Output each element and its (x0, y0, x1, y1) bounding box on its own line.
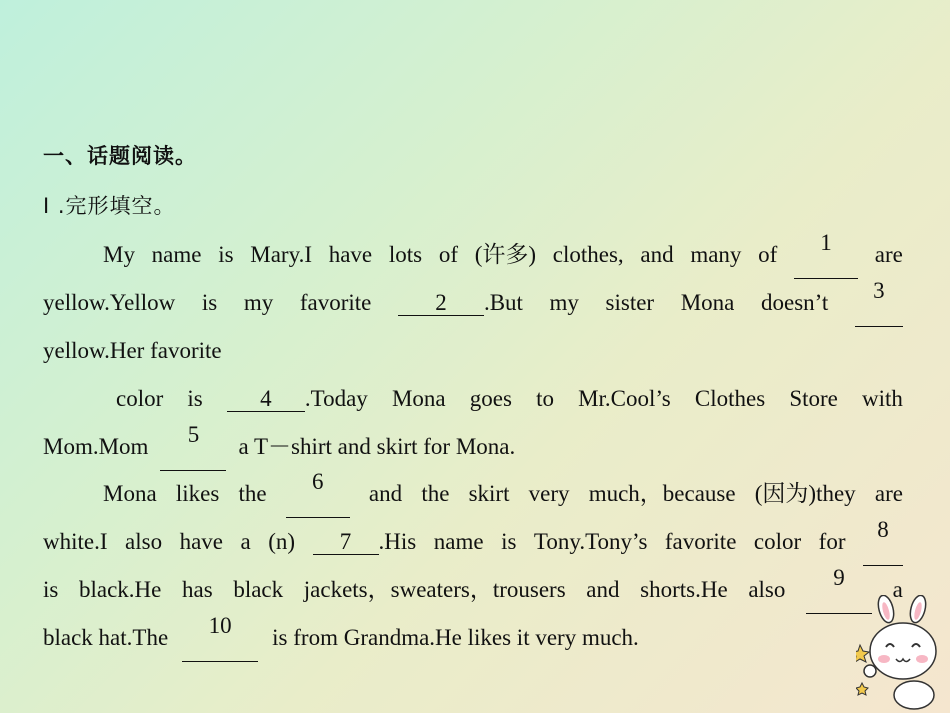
word: color (116, 386, 164, 411)
blank-5[interactable]: 5 (160, 423, 226, 471)
word: and (586, 577, 620, 602)
word: Store (789, 386, 838, 411)
text: a T－shirt and skirt for Mona. (238, 434, 516, 459)
word: goes (469, 386, 512, 411)
word: color (753, 529, 802, 554)
word: skirt (468, 481, 510, 506)
word: also (125, 529, 163, 554)
para1-line-5 (43, 423, 903, 471)
blank-8[interactable]: 8 (863, 518, 903, 566)
word: doesn’t (761, 290, 829, 315)
blank-7[interactable]: 7 (313, 530, 379, 555)
bunny-mascot-icon (856, 595, 950, 713)
word: also (748, 577, 786, 602)
word: name (151, 242, 202, 267)
word: to (536, 386, 554, 411)
word: Tony.Tony’s (533, 529, 648, 554)
para2-line-3 (43, 566, 903, 614)
word: shorts.He (640, 577, 728, 602)
word: many (690, 242, 742, 267)
word: the (238, 481, 267, 506)
word: (n) (268, 529, 296, 554)
paragraph-1 (43, 231, 903, 471)
word: my (243, 290, 274, 315)
para1-line-4 (43, 375, 903, 423)
word: Mona (391, 386, 446, 411)
word: clothes, (552, 242, 624, 267)
word: for (818, 529, 846, 554)
word: .But (483, 290, 523, 315)
word: are (874, 242, 903, 267)
word: jackets，sweaters，trousers (303, 577, 566, 602)
blank-2-group (398, 279, 523, 327)
blank-7-group (313, 518, 417, 566)
word: (许多) (474, 242, 537, 267)
para2-line-1 (43, 470, 903, 518)
word: lots (388, 242, 423, 267)
para2-line-2 (43, 518, 903, 566)
blank-4-group (227, 375, 368, 423)
word: is (201, 290, 218, 315)
word: .Today (304, 386, 368, 411)
word: Mr.Cool’s (578, 386, 671, 411)
word: My (103, 242, 135, 267)
word: yellow.Yellow (43, 290, 176, 315)
blank-3[interactable]: 3 (855, 279, 903, 327)
word: (因为)they (754, 481, 856, 506)
paragraph-2 (43, 470, 903, 662)
word: of (438, 242, 458, 267)
word: very (528, 481, 570, 506)
section-heading: 一、话题阅读。 (43, 144, 197, 168)
word: a (892, 577, 903, 602)
word: the (421, 481, 450, 506)
word: favorite (299, 290, 372, 315)
word: name (433, 529, 484, 554)
word: have (328, 242, 373, 267)
para1-line-1 (43, 231, 903, 279)
word: black hat.The (43, 625, 169, 650)
word: are (874, 481, 903, 506)
para1-line-3 (43, 327, 903, 375)
word: sister (605, 290, 655, 315)
word: favorite (664, 529, 737, 554)
word: Mona (103, 481, 157, 506)
blank-6[interactable]: 6 (286, 470, 350, 518)
word: with (862, 386, 903, 411)
word: black.He (78, 577, 162, 602)
word: much，because (588, 481, 736, 506)
word: Mom.Mom (43, 434, 149, 459)
word: likes (175, 481, 220, 506)
word: is (43, 577, 59, 602)
word: Clothes (694, 386, 766, 411)
word: my (549, 290, 579, 315)
blank-4[interactable]: 4 (227, 387, 305, 412)
word: Mona (680, 290, 735, 315)
word: and (640, 242, 674, 267)
blank-2[interactable]: 2 (398, 291, 484, 316)
word: have (179, 529, 223, 554)
word: is (187, 386, 203, 411)
word: a (240, 529, 251, 554)
blank-1[interactable]: 1 (794, 231, 858, 279)
word: and (368, 481, 403, 506)
text: is from Grandma.He likes it very much. (272, 625, 639, 650)
word: is (218, 242, 234, 267)
para2-line-4 (43, 614, 903, 662)
subsection-heading: Ⅰ .完形填空。 (43, 194, 176, 218)
blank-9[interactable]: 9 (806, 566, 872, 614)
word: Mary.I (250, 242, 312, 267)
word: has (182, 577, 213, 602)
para1-line-2 (43, 279, 903, 327)
word: white.I (43, 529, 108, 554)
word: is (501, 529, 517, 554)
text: yellow.Her favorite (43, 338, 222, 363)
word: black (233, 577, 284, 602)
word: .His (378, 529, 417, 554)
blank-10[interactable]: 10 (182, 614, 258, 662)
word: of (758, 242, 778, 267)
